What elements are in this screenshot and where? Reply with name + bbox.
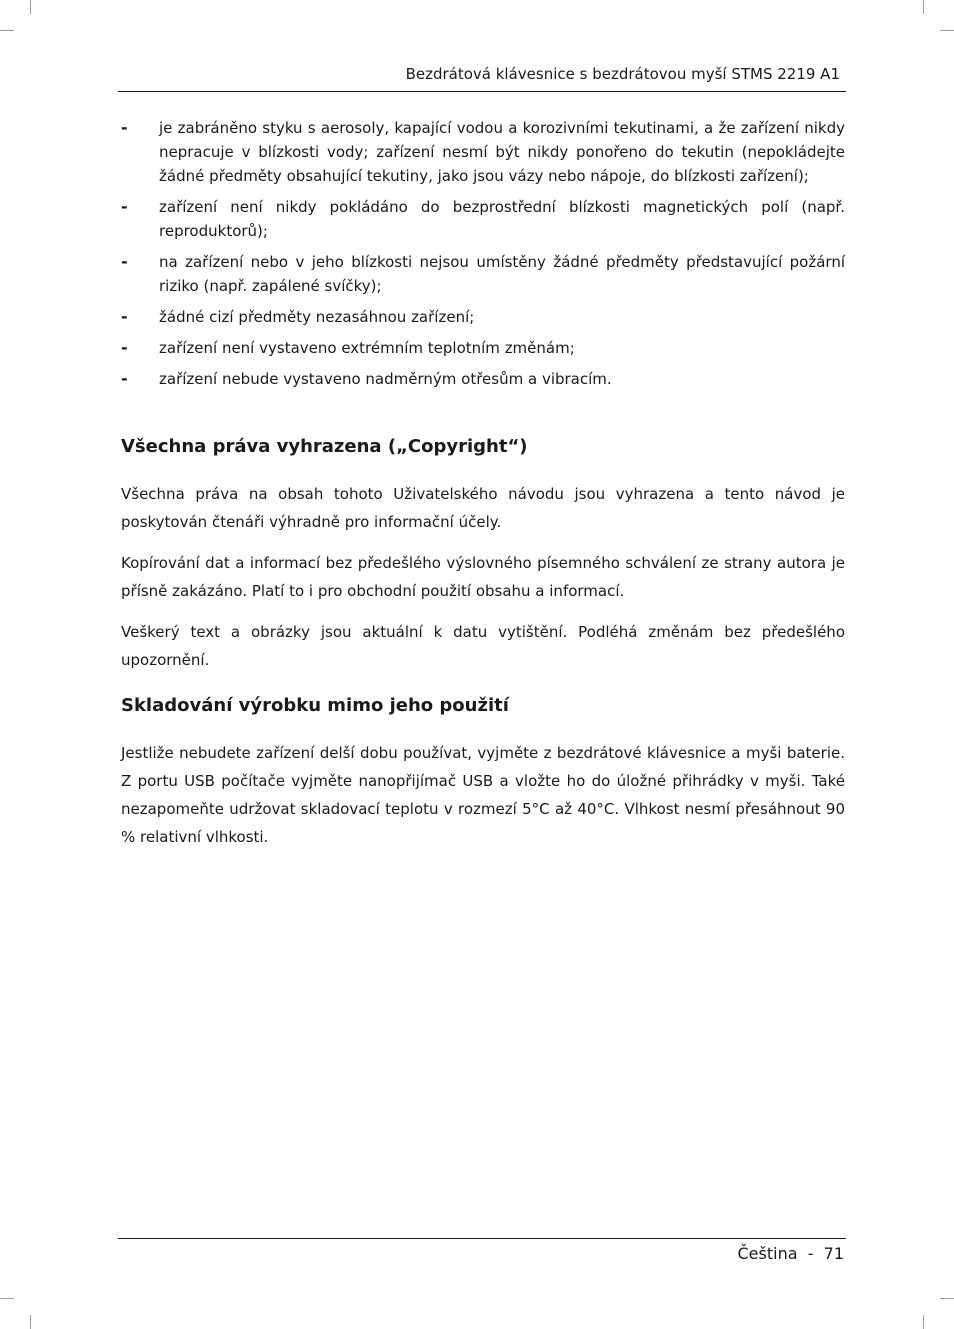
- bullet-text: je zabráněno styku s aerosoly, kapající vodou a korozivními tekutinami, a že zařízení nikdy nepracuje v blízkosti vody; zařízení nesmí být nikdy ponořeno do tekutin (nepokládejte žádné předměty obsahující tekutiny, jako jsou vázy nebo nápoje, do blízkosti zařízení);: [159, 119, 845, 185]
- safety-bullet-list: [121, 116, 845, 391]
- paragraph: Kopírování dat a informací bez předešlého výslovného písemného schválení ze strany autora je přísně zakázáno. Platí to i pro obchodní použití obsahu a informací.: [121, 554, 845, 600]
- bullet-text: zařízení není vystaveno extrémním teplotním změnám;: [159, 339, 575, 357]
- bullet-marker: -: [121, 252, 128, 271]
- bullet-text: zařízení není nikdy pokládáno do bezprostřední blízkosti magnetických polí (např. reproduktorů);: [159, 198, 845, 240]
- bullet-item: [121, 367, 845, 391]
- crop-mark: [30, 0, 31, 14]
- bullet-text: zařízení nebude vystaveno nadměrným otřesům a vibracím.: [159, 370, 612, 388]
- paragraph: Jestliže nebudete zařízení delší dobu používat, vyjměte z bezdrátové klávesnice a myši baterie. Z portu USB počítače vyjměte nanopřijímač USB a vložte ho do úložné přihrádky v myši. Také nezapomeňte udržovat skladovací teplotu v rozmezí 5°C až 40°C. Vlhkost nesmí přesáhnout 90 % relativní vlhkosti.: [121, 744, 845, 846]
- section-heading-copyright: Všechna práva vyhrazena („Copyright“): [121, 436, 528, 457]
- crop-mark: [0, 1298, 14, 1299]
- bullet-item: [121, 116, 845, 188]
- crop-mark: [923, 0, 924, 14]
- bullet-marker: -: [121, 197, 128, 216]
- crop-mark: [0, 30, 14, 31]
- footer-rule: [118, 1238, 846, 1239]
- bullet-marker: -: [121, 338, 128, 357]
- crop-mark: [30, 1315, 31, 1329]
- running-header: Bezdrátová klávesnice s bezdrátovou myší STMS 2219 A1: [405, 65, 840, 83]
- section-heading-storage: Skladování výrobku mimo jeho použití: [121, 695, 509, 716]
- bullet-item: [121, 195, 845, 243]
- bullet-item: [121, 305, 845, 329]
- page-footer: Čeština - 71: [737, 1244, 844, 1263]
- paragraph: Veškerý text a obrázky jsou aktuální k datu vytištění. Podléhá změnám bez předešlého upozornění.: [121, 623, 845, 669]
- bullet-item: [121, 336, 845, 360]
- bullet-item: [121, 250, 845, 298]
- bullet-text: žádné cizí předměty nezasáhnou zařízení;: [159, 308, 475, 326]
- bullet-marker: -: [121, 307, 128, 326]
- bullet-marker: -: [121, 118, 128, 137]
- crop-mark: [923, 1315, 924, 1329]
- crop-mark: [940, 1298, 954, 1299]
- paragraph: Všechna práva na obsah tohoto Uživatelského návodu jsou vyhrazena a tento návod je poskytován čtenáři výhradně pro informační účely.: [121, 485, 845, 531]
- crop-mark: [940, 30, 954, 31]
- bullet-marker: -: [121, 369, 128, 388]
- bullet-text: na zařízení nebo v jeho blízkosti nejsou umístěny žádné předměty představující požární riziko (např. zapálené svíčky);: [159, 253, 845, 295]
- header-rule: [118, 91, 846, 92]
- page-content: [121, 116, 845, 851]
